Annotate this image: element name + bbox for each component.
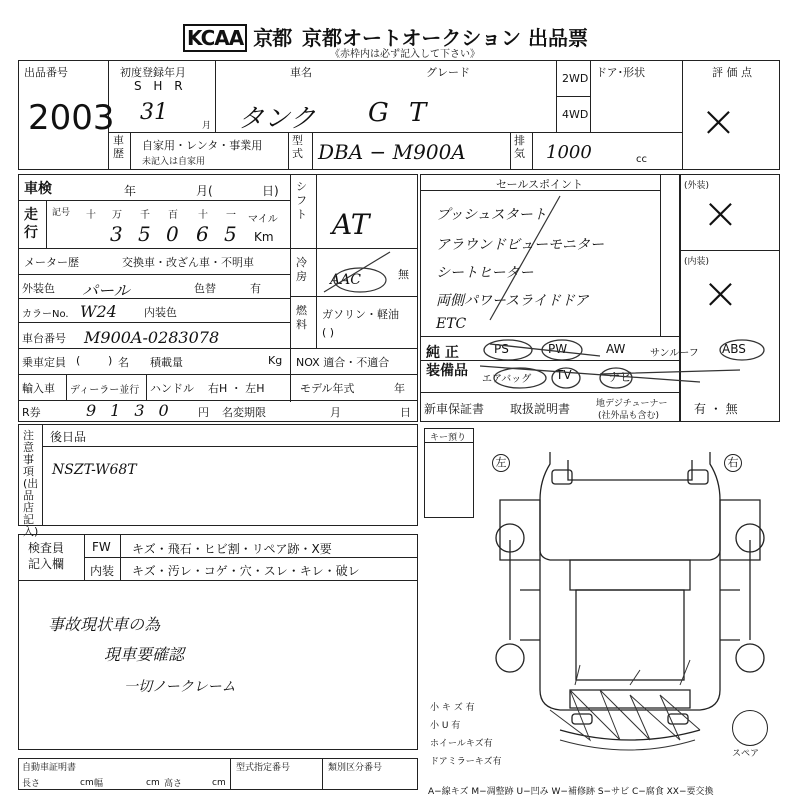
- digit-header-2: 万: [112, 210, 122, 221]
- shift-label: シフト: [296, 180, 307, 221]
- mileage-digit-5: 5: [224, 222, 237, 246]
- width-unit: cm: [146, 778, 160, 788]
- digit-header-mile: マイル: [248, 214, 278, 225]
- capacity-label: 乗車定員: [22, 356, 66, 369]
- sales-point-4: 両側パワースライドドア: [436, 293, 589, 309]
- legend-codes: A−線キズ M−凋整跡 U−凹み W−補修跡 S−サビ C−腐食 XX−要交換: [428, 787, 714, 797]
- mileage-digit-1: 3: [110, 222, 123, 246]
- era-options: S H R: [134, 79, 187, 93]
- shaken-year-unit: 年: [124, 184, 137, 198]
- digi-tuner-label: 地デジチューナー: [596, 399, 668, 409]
- ac-label: 冷房: [296, 256, 307, 283]
- dealer-option: ディーラー並行: [70, 385, 140, 396]
- equip-abs: ABS: [722, 342, 746, 356]
- sales-point-5: ETC: [436, 316, 467, 332]
- left-side-label: 左: [492, 454, 510, 472]
- legend-mirror: ドアミラーキズ有: [430, 757, 502, 767]
- interior-label: (内装): [684, 257, 710, 267]
- equip-tv: TV: [556, 368, 572, 382]
- equip-pw: PW: [548, 342, 568, 356]
- interior-check-label: 内装: [90, 564, 115, 578]
- handle-options: 右H ・ 左H: [208, 382, 265, 395]
- manual: 取扱説明書: [510, 402, 571, 416]
- ac-value: AAC: [330, 272, 361, 288]
- fw-options: キズ・飛石・ヒビ割・リペア跡・X要: [132, 542, 332, 556]
- class-no-label: 類別区分番号: [328, 763, 383, 773]
- form-title: 京都オートオークション 出品票: [302, 26, 588, 50]
- mileage-digit-2: 5: [138, 222, 151, 246]
- legend-small-dent: 小 U 有: [430, 721, 461, 731]
- recycle-label: R券: [22, 406, 41, 419]
- frame-no: M900A-0283078: [84, 328, 220, 347]
- int-color-label: 内装色: [144, 306, 177, 319]
- reg-year: 31: [140, 100, 168, 125]
- recycle-value: 9130: [86, 401, 183, 420]
- inspector-label: 検査員記入欄: [28, 541, 65, 571]
- usage-note: 未記入は自家用: [142, 157, 206, 167]
- month-unit: 月: [202, 121, 212, 131]
- color-change-label: 色替: [194, 282, 216, 295]
- width-label: 幅: [94, 779, 104, 789]
- interior-check-options: キズ・汚レ・コゲ・穴・スレ・キレ・破レ: [132, 564, 360, 578]
- digit-header-4: 百: [168, 210, 178, 221]
- shaken-history-label: 車歴: [113, 134, 124, 160]
- capacity-unit: 名: [118, 356, 129, 369]
- interior-mark: ×: [702, 268, 739, 319]
- recycle-unit: 円: [198, 406, 209, 419]
- name-change-month: 月: [330, 406, 341, 419]
- exterior-mark: ×: [702, 188, 739, 239]
- sales-point-1: プッシュスタート: [436, 207, 547, 223]
- mileage-digit-4: 6: [196, 222, 209, 246]
- grade-label: グレード: [426, 66, 470, 79]
- load-unit: Kg: [268, 354, 283, 367]
- listing-number-label: 出品番号: [24, 66, 68, 79]
- after-item-label: 後日品: [50, 430, 87, 444]
- fuel-options: ガソリン・軽油: [322, 308, 399, 321]
- displacement-label: 排気: [514, 134, 525, 160]
- usage-options: 自家用・レンタ・事業用: [142, 139, 263, 152]
- equip-airbag: エアバッグ: [482, 374, 532, 385]
- name-change-day: 日: [400, 406, 411, 419]
- fuel-label: 燃料: [296, 304, 307, 331]
- car-name-label: 車名: [290, 66, 312, 79]
- digit-header-3: 千: [140, 210, 150, 221]
- height-label: 高さ: [164, 779, 183, 789]
- drive-2wd: 2WD: [562, 72, 589, 85]
- new-warranty: 新車保証書: [424, 402, 485, 416]
- sales-strike-line: [420, 190, 660, 330]
- grade: G T: [368, 98, 433, 128]
- ext-color-label: 外装色: [22, 282, 55, 295]
- inspector-note-1: 事故現状車の為: [48, 615, 161, 634]
- equip-navi: ナビ: [608, 370, 633, 384]
- digit-header-1: 十: [86, 210, 96, 221]
- listing-number: 2003: [28, 98, 115, 138]
- length-label: 長さ: [22, 779, 41, 789]
- equip-ps: PS: [494, 342, 509, 356]
- color-no: W24: [80, 302, 117, 321]
- rating-label: 評 価 点: [712, 66, 752, 79]
- logo-text: KCAA: [183, 24, 247, 52]
- logo-city: 京都: [253, 26, 292, 50]
- inspector-note-2: 現車要確認: [104, 645, 185, 664]
- mileage-label: 走行: [24, 207, 38, 241]
- handle-label: ハンドル: [150, 382, 194, 395]
- equipment-label: 純 正 装備品: [426, 345, 468, 379]
- drive-4wd: 4WD: [562, 108, 589, 121]
- shaken-label: 車検: [24, 181, 52, 197]
- import-label: 輸入車: [22, 382, 55, 395]
- notes-value: NSZT-W68T: [52, 462, 137, 478]
- car-name: タンク: [238, 104, 316, 134]
- ac-none: 無: [398, 268, 409, 281]
- shaken-day-unit: 日): [262, 184, 279, 198]
- model-year-unit: 年: [394, 382, 405, 395]
- ac-strike: [320, 248, 396, 296]
- mileage-symbol-label: 記号: [52, 208, 71, 218]
- fuel-paren: ( ): [322, 326, 335, 339]
- digi-tuner-note: (社外品も含む): [598, 411, 660, 421]
- inspector-note-3: 一切ノークレーム: [124, 679, 236, 695]
- equip-sunroof: サンルーフ: [650, 348, 699, 359]
- equip-aw: AW: [606, 342, 626, 356]
- shift-value: AT: [332, 208, 370, 241]
- digit-header-5: 十: [198, 210, 208, 221]
- height-unit: cm: [212, 778, 226, 788]
- notes-label: 注意事項(出品店記入): [23, 429, 39, 538]
- model-year-label: モデル年式: [300, 382, 355, 395]
- load-label: 積載量: [150, 356, 183, 369]
- form-subtitle: 《赤枠内は必ず記入して下さい》: [330, 49, 480, 60]
- exterior-label: (外装): [684, 181, 710, 191]
- cc-unit: cc: [636, 154, 647, 165]
- model-code: DBA − M900A: [318, 140, 466, 164]
- frame-no-label: 車台番号: [22, 332, 66, 345]
- digit-header-6: 一: [226, 210, 236, 221]
- shaken-month-unit: 月(: [196, 184, 213, 198]
- sales-points-label: セールスポイント: [496, 178, 584, 191]
- color-change-value: 有: [250, 282, 261, 295]
- type-no-label: 型式指定番号: [236, 763, 291, 773]
- name-change-label: 名変期限: [222, 406, 266, 419]
- sales-point-3: シートヒーター: [436, 265, 534, 281]
- digi-tuner-value: 有 ・ 無: [694, 402, 738, 416]
- ext-color: パール: [82, 281, 130, 300]
- fw-label: FW: [92, 540, 111, 554]
- model-label: 型式: [292, 134, 303, 160]
- displacement-value: 1000: [546, 142, 592, 163]
- km-unit: Km: [254, 230, 274, 244]
- first-reg-label: 初度登録年月: [120, 66, 186, 79]
- right-side-label: 右: [724, 454, 742, 472]
- equipment-marks: [480, 336, 780, 394]
- kcaa-logo: [183, 22, 291, 51]
- rating-mark: ×: [700, 96, 737, 147]
- mileage-digit-3: 0: [166, 222, 179, 246]
- key-label: キー預り: [430, 433, 467, 443]
- meter-options: 交換車・改ざん車・不明車: [122, 256, 254, 269]
- length-unit: cm: [80, 778, 94, 788]
- spare-tire-circle: [732, 710, 768, 746]
- nox-label: NOX 適合・不適合: [296, 356, 390, 369]
- meter-history-label: メーター歴: [24, 256, 79, 269]
- legend-wheel: ホイールキズ有: [430, 739, 493, 749]
- color-no-label: カラーNo.: [22, 309, 69, 320]
- sales-point-2: アラウンドビューモニター: [436, 237, 604, 253]
- legend-small-scratch: 小 キ ズ 有: [430, 703, 475, 713]
- spare-label: スペア: [732, 749, 760, 759]
- door-label: ドア･形状: [596, 66, 646, 79]
- reg-cert-label: 自動車証明書: [22, 763, 77, 773]
